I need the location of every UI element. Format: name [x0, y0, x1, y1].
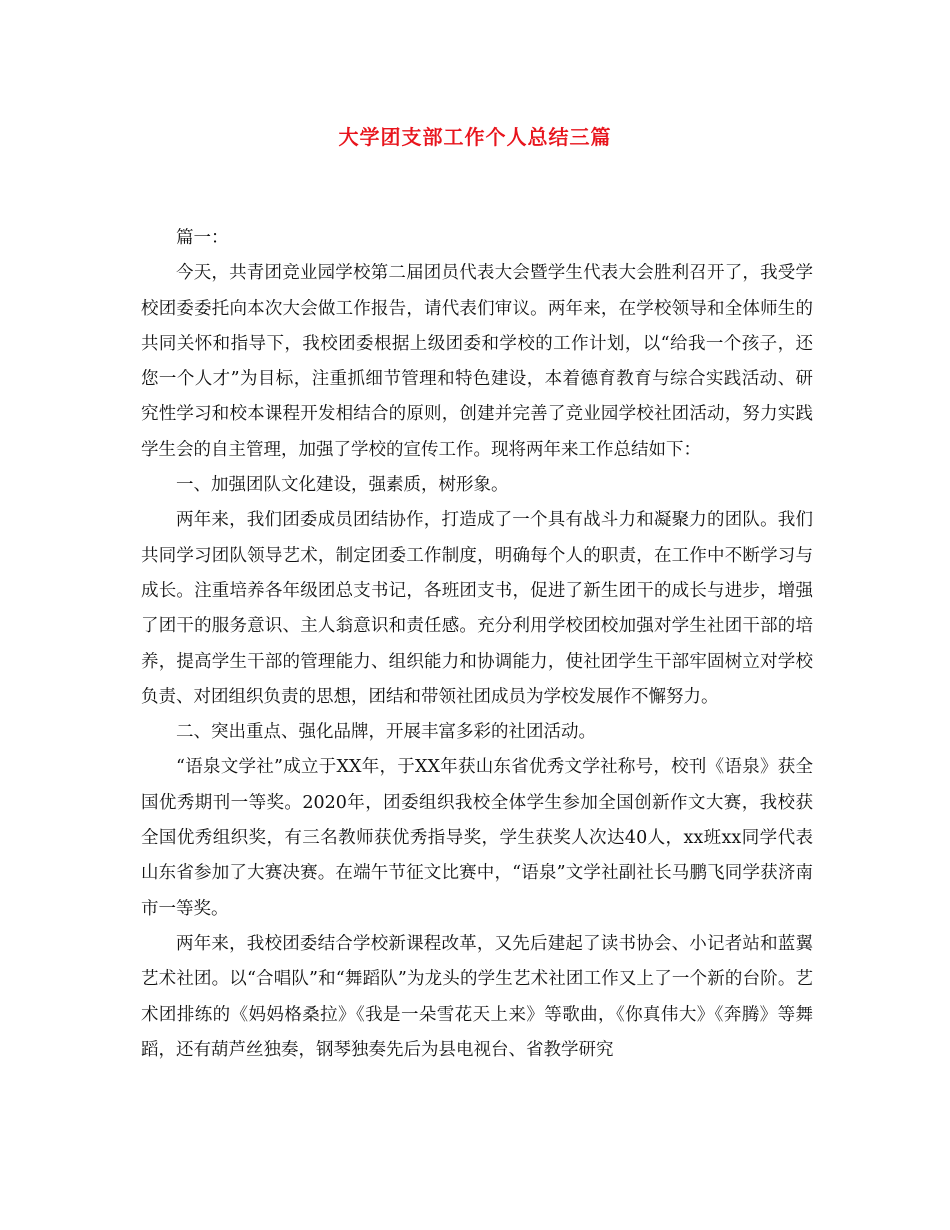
- document-title: 大学团支部工作个人总结三篇: [338, 125, 612, 149]
- section-heading: 一、加强团队文化建设，强素质，树形象。: [176, 475, 509, 496]
- body-paragraph: 两年来，我们团委成员团结协作，打造成了一个具有战斗力和凝聚力的团队。我们共同学习团队领导艺术，制定团委工作制度，明确每个人的职责，在工作中不断学习与成长。注重培养各年级团总支书记，各班团支书，促进了新生团干的成长与进步，增强了团干的服务意识、主人翁意识和责任感。充分利用学校团校加强对学生社团干部的培养，提高学生干部的管理能力、组织能力和协调能力，使社团学生干部牢固树立对学校负责、对团组织负责的思想，团结和带领社团成员为学校发展作不懈努力。: [141, 510, 813, 707]
- body-paragraph: 今天，共青团竞业园学校第二届团员代表大会暨学生代表大会胜利召开了，我受学校团委委托向本次大会做工作报告，请代表们审议。两年来，在学校领导和全体师生的共同关怀和指导下，我校团委根据上级团委和学校的工作计划，以“给我一个孩子，还您一个人才”为目标，注重抓细节管理和特色建设，本着德育教育与综合实践活动、研究性学习和校本课程开发相结合的原则，创建并完善了竞业园学校社团活动，努力实践学生会的自主管理，加强了学校的宣传工作。现将两年来工作总结如下：: [141, 263, 813, 460]
- body-paragraph: 两年来，我校团委结合学校新课程改革，又先后建起了读书协会、小记者站和蓝翼艺术社团。以“合唱队”和“舞蹈队”为龙头的学生艺术社团工作又上了一个新的台阶。艺术团排练的《妈妈格桑拉》《我是一朵雪花天上来》等歌曲，《你真伟大》《奔腾》等舞蹈，还有葫芦丝独奏，钢琴独奏先后为县电视台、省教学研究: [141, 933, 813, 1060]
- document-body: [141, 221, 813, 1068]
- body-paragraph: “语泉文学社”成立于XX年，于XX年获山东省优秀文学社称号，校刊《语泉》获全国优秀期刊一等奖。2020年，团委组织我校全体学生参加全国创新作文大赛，我校获全国优秀组织奖，有三名教师获优秀指导奖，学生获奖人次达40人，xx班xx同学代表山东省参加了大赛决赛。在端午节征文比赛中，“语泉”文学社副社长马鹏飞同学获济南市一等奖。: [141, 757, 813, 919]
- section-heading-part-one: 篇一：: [176, 228, 229, 248]
- section-heading: 二、突出重点、强化品牌，开展丰富多彩的社团活动。: [176, 722, 596, 743]
